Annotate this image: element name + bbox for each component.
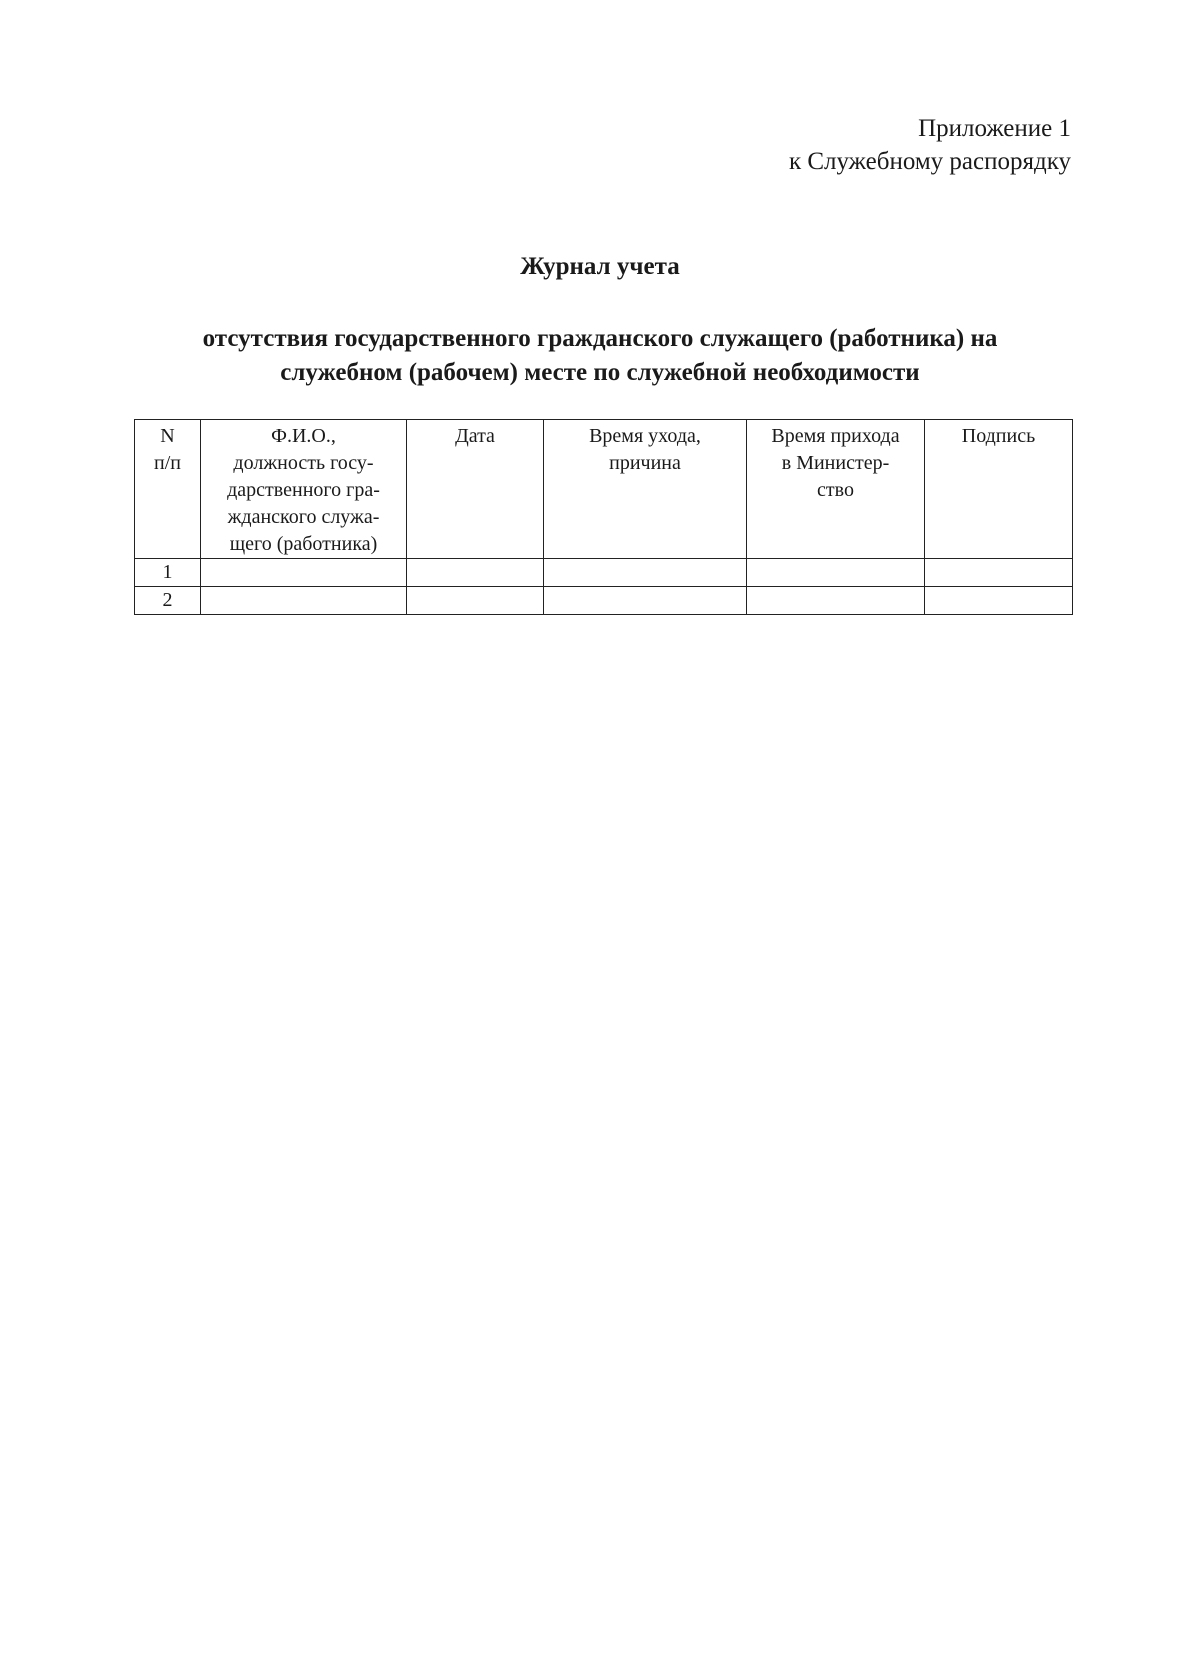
appendix-line-1: Приложение 1 [918, 115, 1071, 142]
table-row [135, 587, 1073, 615]
name-position-cell [201, 587, 407, 615]
journal-subtitle: отсутствия государственного гражданского служащего (работника) на служебном (рабочем) месте по служебной необходимости [202, 325, 998, 386]
leave-time-reason-cell [544, 559, 747, 587]
column-header-name-position: Ф.И.О., должность госу- дарственного гра- жданского служа- щего (работника) [201, 420, 407, 559]
table-row [135, 559, 1073, 587]
absence-log-table [134, 419, 1073, 615]
table-header-row [135, 420, 1073, 559]
column-header-date: Дата [407, 420, 544, 559]
date-cell [407, 559, 544, 587]
column-header-number: N п/п [135, 420, 201, 559]
appendix-line-2: к Служебному распорядку [788, 148, 1071, 175]
row-number-cell: 2 [135, 587, 201, 615]
row-number-cell: 1 [135, 559, 201, 587]
arrival-time-cell [747, 587, 925, 615]
signature-cell [925, 587, 1073, 615]
date-cell [407, 587, 544, 615]
signature-cell [925, 559, 1073, 587]
column-header-arrival-time: Время прихода в Министер- ство [747, 420, 925, 559]
arrival-time-cell [747, 559, 925, 587]
leave-time-reason-cell [544, 587, 747, 615]
column-header-leave-time-reason: Время ухода, причина [544, 420, 747, 559]
column-header-signature: Подпись [925, 420, 1073, 559]
journal-title: Журнал учета [520, 253, 680, 280]
name-position-cell [201, 559, 407, 587]
appendix-note [789, 112, 1071, 178]
